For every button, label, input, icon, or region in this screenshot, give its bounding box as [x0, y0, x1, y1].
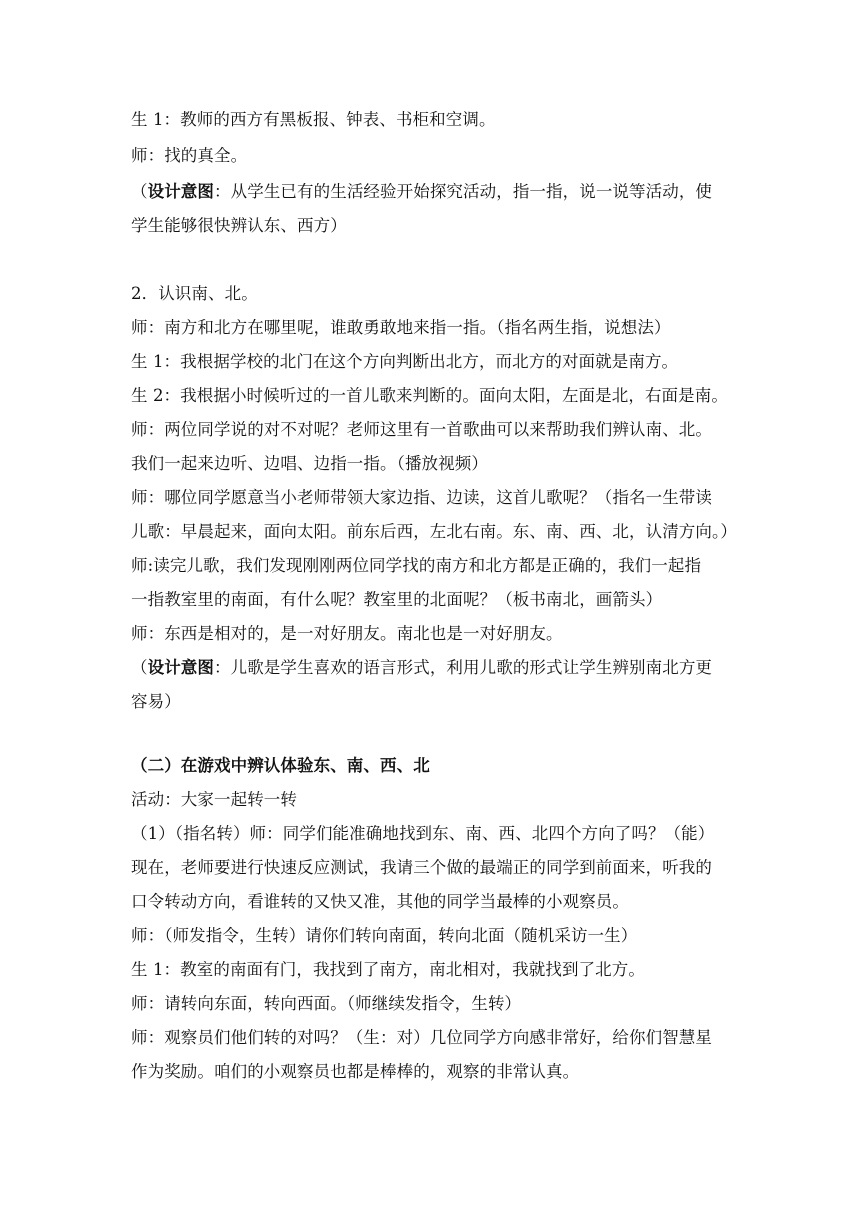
text-line: 一指教室里的南面，有什么呢？教室里的北面呢？（板书南北，画箭头） [131, 590, 663, 609]
text-line: 师：东西是相对的，是一对好朋友。南北也是一对好朋友。 [131, 624, 563, 643]
text-line: 师：哪位同学愿意当小老师带领大家边指、边读，这首儿歌呢？（指名一生带读 [131, 488, 712, 507]
text-line: 生 1：我根据学校的北门在这个方向判断出北方，而北方的对面就是南方。 [131, 352, 679, 371]
text-line: 师：找的真全。 [131, 146, 248, 165]
text-line: 生 1：教师的西方有黑板报、钟表、书柜和空调。 [131, 110, 496, 129]
text-line: 儿歌：早晨起来，面向太阳。前东后西，左北右南。东、南、西、北，认清方向。） [131, 522, 737, 541]
section-heading: （二）在游戏中辨认体验东、南、西、北 [131, 756, 430, 775]
design-intent-label: 设计意图 [147, 658, 215, 677]
design-intent-text: ：从学生已有的生活经验开始探究活动，指一指，说一说等活动，使 [214, 182, 713, 201]
text-line: 容易） [131, 692, 181, 711]
text-line: 师：观察员们他们转的对吗？（生：对）几位同学方向感非常好，给你们智慧星 [131, 1028, 712, 1047]
text-line: 我们一起来边听、边唱、边指一指。（播放视频） [131, 454, 488, 473]
design-intent-label: 设计意图 [147, 182, 215, 201]
text-line: （1）（指名转）师：同学们能准确地找到东、南、西、北四个方向了吗？（能） [131, 824, 715, 843]
text-line: 师：南方和北方在哪里呢，谁敢勇敢地来指一指。（指名两生指，说想法） [131, 318, 671, 337]
text-line: 师:读完儿歌，我们发现刚刚两位同学找的南方和北方都是正确的，我们一起指 [131, 556, 702, 575]
text-line: 师：请转向东面，转向西面。（师继续发指令，生转） [131, 994, 522, 1013]
design-intent-text: ：儿歌是学生喜欢的语言形式，利用儿歌的形式让学生辨别南北方更 [214, 658, 713, 677]
design-intent-line [131, 180, 741, 204]
bracket: （ [131, 182, 148, 201]
text-line: 生 1：教室的南面有门，我找到了南方，南北相对，我就找到了北方。 [131, 960, 645, 979]
text-line: 师：两位同学说的对不对呢？老师这里有一首歌曲可以来帮助我们辨认南、北。 [131, 420, 712, 439]
text-line: 学生能够很快辨认东、西方） [131, 216, 347, 235]
text-line: 口令转动方向，看谁转的又快又准，其他的同学当最棒的小观察员。 [131, 892, 629, 911]
text-line: 师：（师发指令，生转）请你们转向南面，转向北面（随机采访一生） [131, 926, 638, 945]
bracket: （ [131, 658, 148, 677]
text-line: 作为奖励。咱们的小观察员也都是棒棒的，观察的非常认真。 [131, 1062, 580, 1081]
text-line: 活动：大家一起转一转 [131, 790, 297, 809]
design-intent-line [131, 656, 741, 680]
text-line: 生 2：我根据小时候听过的一首儿歌来判断的。面向太阳，左面是北，右面是南。 [131, 386, 728, 405]
text-line: 现在，老师要进行快速反应测试，我请三个做的最端正的同学到前面来，听我的 [131, 858, 712, 877]
section-heading: 2．认识南、北。 [131, 284, 258, 303]
